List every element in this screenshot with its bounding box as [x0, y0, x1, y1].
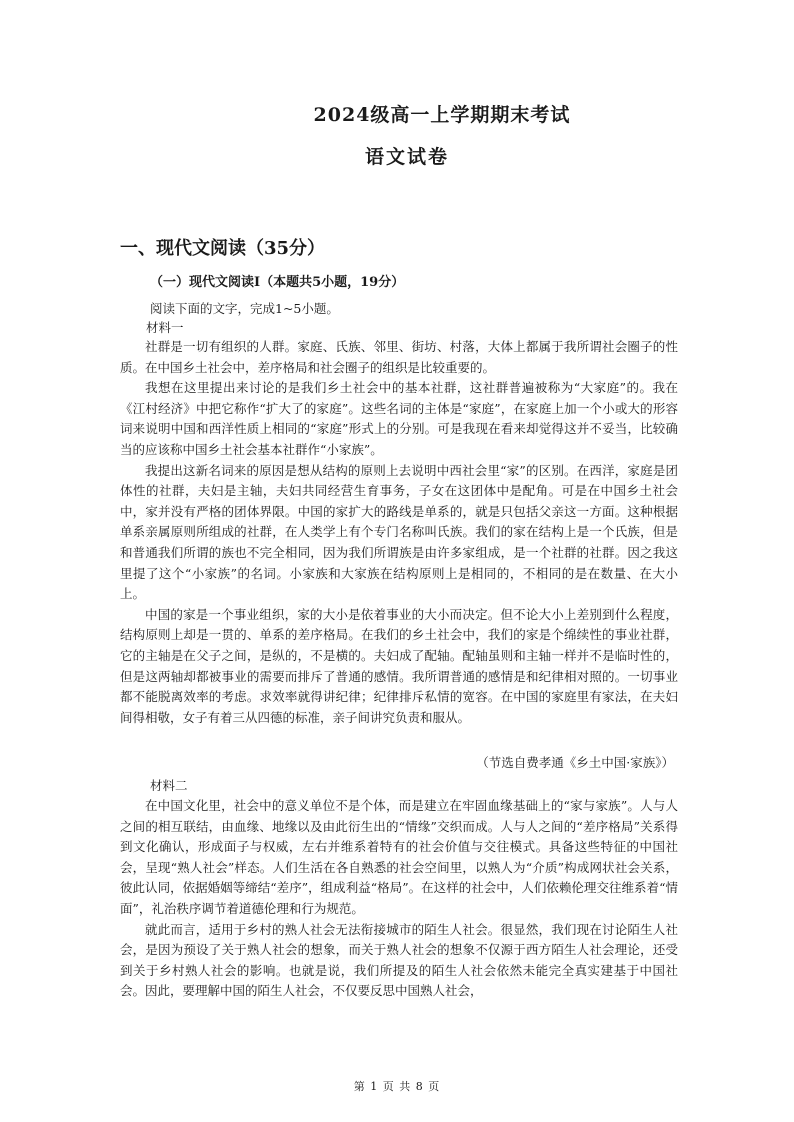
material1-source: （节选自费孝通《乡土中国·家族》）: [476, 755, 674, 770]
material2-paragraph: 在中国文化里，社会中的意义单位不是个体，而是建立在牢固血缘基础上的“家与家族”。人与人之间的相互联结，由血缘、地缘以及由此衍生出的“情缘”交织而成。人与人之间的“差序格局”关系得到文化确认，形成面子与权威，左右并维系着特有的社会价值与交往模式。具备这些特征的中国社会，呈现“熟人社会”样态。人们生活在各自熟悉的社会空间里，以熟人为“介质”构成网状社会关系，彼此认同，依据婚姻等缔结“差序”，组成利益“格局”。在这样的社会中，人们依赖伦理交往维系着“情面”，礼治秩序调节着道德伦理和行为规范。: [120, 798, 678, 916]
material1-label: 材料一: [146, 320, 184, 335]
material2-label: 材料二: [150, 778, 188, 793]
material2-body: [120, 796, 678, 1002]
sub-section-heading: （一）现代文阅读Ⅰ（本题共5小题，19分）: [150, 275, 405, 290]
material1-paragraph: 我提出这新名词来的原因是想从结构的原则上去说明中西社会里“家”的区别。在西洋，家庭是团体性的社群，夫妇是主轴，夫妇共同经营生育事务，子女在这团体中是配角。可是在中国乡土社会中，家并没有严格的团体界限。中国的家扩大的路线是单系的，就是只包括父亲这一方面。这种根据单系亲属原则所组成的社群，在人类学上有个专门名称叫氏族。我们的家在结构上是一个氏族，但是和普通我们所谓的族也不完全相同，因为我们所谓族是由许多家组成，是一个社群的社群。因之我这里提了这个“小家族”的名词。小家族和大家族在结构原则上是相同的，不相同的是在数量、在大小上。: [120, 462, 678, 602]
reading-instructions: 阅读下面的文字，完成1~5小题。: [150, 301, 339, 316]
exam-subtitle: 语文试卷: [364, 146, 449, 168]
material1-paragraph: 我想在这里提出来讨论的是我们乡土社会中的基本社群，这社群普遍被称为“大家庭”的。我在《江村经济》中把它称作“扩大了的家庭”。这些名词的主体是“家庭”，在家庭上加一个小或大的形容词来说明中国和西洋性质上相同的“家庭”形式上的分别。可是我现在看来却觉得这并不妥当，比较确当的应该称中国乡土社会基本社群作“小家族”。: [120, 380, 678, 457]
page-footer: 第 1 页 共 8 页: [353, 1080, 441, 1093]
material1-paragraph: 中国的家是一个事业组织，家的大小是依着事业的大小而决定。但不论大小上差别到什么程度，结构原则上却是一贯的、单系的差序格局。在我们的乡土社会中，我们的家是个绵续性的事业社群，它的主轴是在父子之间，是纵的，不是横的。夫妇成了配轴。配轴虽则和主轴一样并不是临时性的，但是这两轴却都被事业的需要而排斥了普通的感情。我所谓普通的感情是和纪律相对照的。一切事业都不能脱离效率的考虑。求效率就得讲纪律；纪律排斥私情的宽容。在中国的家庭里有家法，在夫妇间得相敬，女子有着三从四德的标准，亲子间讲究负责和服从。: [120, 606, 678, 725]
material2-paragraph: 就此而言，适用于乡村的熟人社会无法衔接城市的陌生人社会。很显然，我们现在讨论陌生人社会，是因为预设了关于熟人社会的想象，而关于熟人社会的想象不仅源于西方陌生人社会理论，还受到关于乡村熟人社会的影响。也就是说，我们所提及的陌生人社会依然未能完全真实建基于中国社会。因此，要理解中国的陌生人社会，不仅要反思中国熟人社会，: [120, 921, 678, 999]
exam-title: 2024级高一上学期期末考试: [313, 104, 571, 126]
section-heading: 一、现代文阅读（35分）: [120, 238, 326, 259]
material1-body: [120, 337, 678, 728]
material1-paragraph: 社群是一切有组织的人群。家庭、氏族、邻里、街坊、村落，大体上都属于我所谓社会圈子的性质。在中国乡土社会中，差序格局和社会圈子的组织是比较重要的。: [120, 339, 678, 375]
